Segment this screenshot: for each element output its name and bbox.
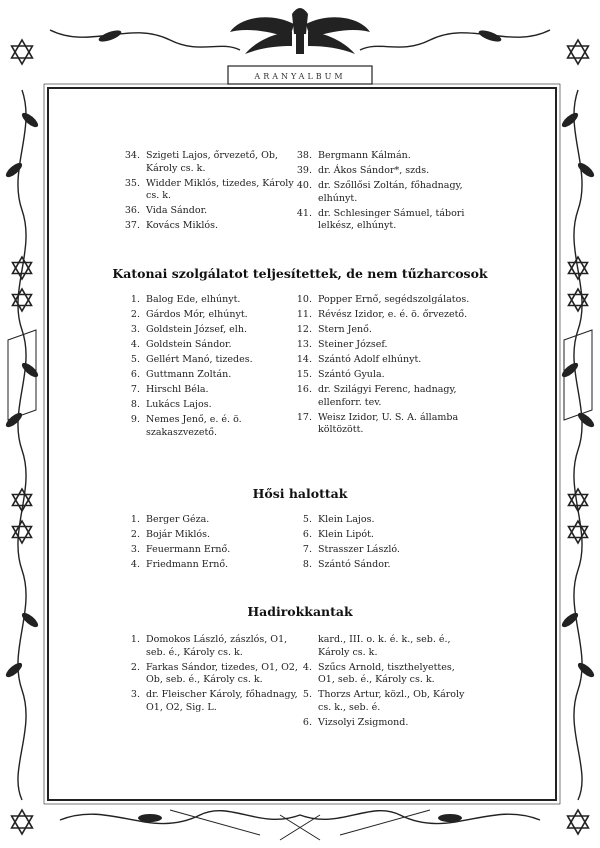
service-list-right — [290, 294, 470, 439]
list-item: 5. Gellért Manó, tizedes. — [130, 354, 253, 365]
list-item: 6. Vizsolyi Zsigmond. — [302, 716, 409, 728]
list-item: 4. Goldstein Sándor. — [130, 339, 232, 350]
section-title-fallen: Hősi halottak — [252, 486, 348, 501]
list-item: 1. Balog Ede, elhúnyt. — [130, 294, 241, 305]
section-title-disabled: Hadirokkantak — [247, 604, 353, 619]
list-item: 16. dr. Szilágyi Ferenc, hadnagy, ellenforr. tev. — [296, 384, 457, 408]
list-item: 34. Szigeti Lajos, őrvezető, Ob, Károly cs. k. — [124, 150, 279, 174]
disabled-list-left — [118, 634, 298, 717]
list-item: 5. Thorzs Artur, közl., Ob, Károly cs. k., seb. é. — [302, 689, 465, 713]
list-item: 10. Popper Ernő, segédszolgálatos. — [296, 294, 470, 305]
list-item: 39. dr. Ákos Sándor*, szds. — [296, 165, 430, 176]
list-item: 2. Farkas Sándor, tizedes, O1, O2, Ob, seb. é., Károly cs. k. — [130, 661, 298, 685]
list-item: 3. Goldstein József, elh. — [130, 324, 247, 335]
list-item: 41. dr. Schlesinger Sámuel, tábori lelkész, elhúnyt. — [296, 207, 465, 231]
list-item: 1. Domokos László, zászlós, O1, seb. é., Károly cs. k. — [130, 634, 288, 658]
list-item: 6. Guttmann Zoltán. — [130, 369, 232, 380]
list-item: 2. Bojár Miklós. — [130, 529, 211, 540]
fallen-list-left — [118, 514, 298, 574]
list-item: 3. Feuermann Ernő. — [130, 544, 231, 555]
list-item: 37. Kovács Miklós. — [124, 220, 218, 231]
list-item: 9. Nemes Jenő, e. é. ö. szakaszvezető. — [130, 414, 242, 438]
list-item: 12. Stern Jenő. — [296, 324, 372, 335]
list-item: 38. Bergmann Kálmán. — [296, 150, 411, 161]
section-title-service: Katonai szolgálatot teljesítettek, de nem tűzharcosok — [112, 266, 488, 281]
list-item: 40. dr. Szőllősi Zoltán, főhadnagy, elhúnyt. — [296, 180, 463, 204]
list-item: 8. Lukács Lajos. — [130, 399, 212, 410]
list-item: kard., III. o. k. é. k., seb. é., Károly cs. k. — [318, 634, 451, 658]
list-item: 36. Vida Sándor. — [124, 205, 208, 216]
list-item: 5. Klein Lajos. — [302, 514, 375, 525]
list-item: 15. Szántó Gyula. — [296, 369, 385, 380]
list-item: 14. Szántó Adolf elhúnyt. — [296, 354, 422, 365]
list-item: 3. dr. Fleischer Károly, főhadnagy, O1, O2, Sig. L. — [130, 689, 298, 713]
list-item: 8. Szántó Sándor. — [302, 559, 391, 570]
fallen-list-right — [290, 514, 470, 574]
page-header: ARANYALBUM — [254, 72, 346, 81]
top-list-right — [290, 150, 470, 235]
list-item: 7. Strasszer László. — [302, 544, 400, 555]
list-item: 4. Friedmann Ernő. — [130, 559, 229, 570]
list-item: 6. Klein Lipót. — [302, 529, 374, 540]
list-item: 35. Widder Miklós, tizedes, Károly cs. k. — [124, 177, 294, 201]
service-list-left — [118, 294, 298, 442]
disabled-list-right — [290, 634, 470, 732]
list-item: 7. Hirschl Béla. — [130, 384, 209, 395]
list-item: 11. Révész Izidor, e. é. ö. őrvezető. — [296, 309, 468, 320]
list-item: 2. Gárdos Mór, elhúnyt. — [130, 309, 248, 320]
list-item: 4. Szűcs Arnold, tiszthelyettes, O1, seb. é., Károly cs. k. — [302, 661, 455, 685]
top-list-left — [118, 150, 298, 235]
list-item: 1. Berger Géza. — [130, 514, 210, 525]
list-item: 17. Weisz Izidor, U. S. A. államba költözött. — [296, 411, 459, 435]
list-item: 13. Steiner József. — [296, 339, 388, 350]
